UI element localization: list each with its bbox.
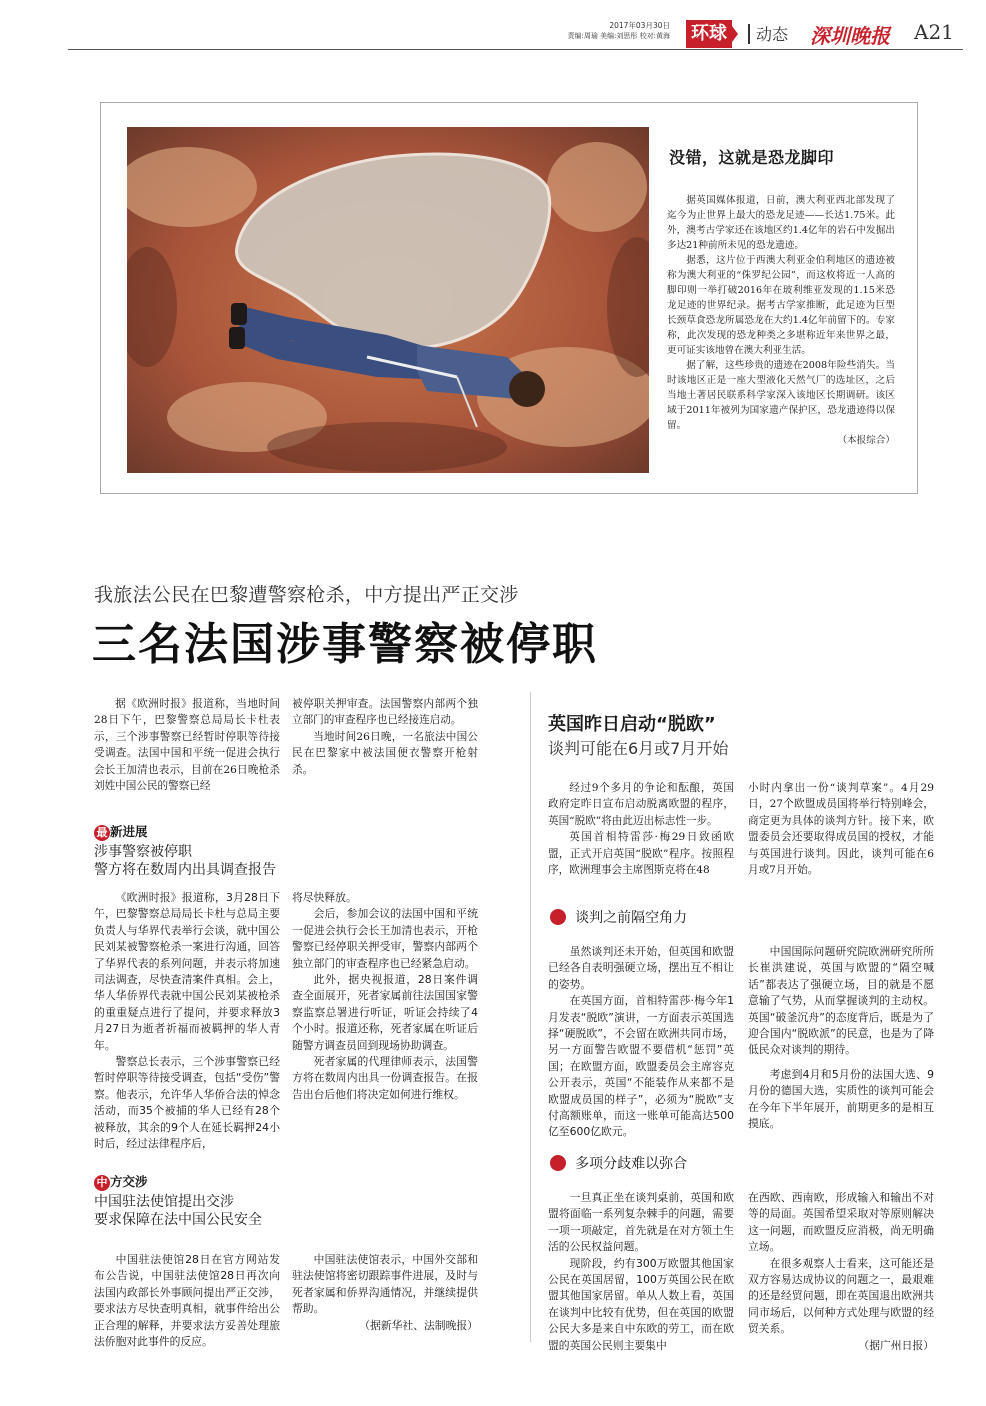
sec-china-col1 [94,1252,280,1350]
masthead [0,0,986,52]
brexit-lead-p2: 英国首相特雷莎·梅29日致函欧盟，正式开启英国“脱欧”程序。按照程序，欧洲理事会主席图斯克将在48 [548,831,734,877]
main-kicker: 我旅法公民在巴黎遭警察枪杀，中方提出严正交涉 [94,584,519,606]
sec-latest-label-text: 新进展 [110,824,148,839]
sec-latest-header [94,822,394,879]
brexit-sec1-col2 [748,944,934,1132]
brexit-sec1-title: 谈判之前隔空角力 [575,909,688,926]
sec-latest-p3: 将尽快释放。 [292,891,357,904]
sec-china-header [94,1172,394,1229]
brexit-sec1-p4: 考虑到4月和5月份的法国大选、9月份的德国大选，实质性的谈判可能会在今年下半年展开，前期更多的是相互摸底。 [748,1067,934,1131]
brexit-lead-p3: 小时内拿出一份“谈判草案”。4月29日，27个欧盟成员国将举行特别峰会，商定更为具体的谈判方针。接下来，欧盟委员会还要取得成员国的授权，才能与英国进行谈判。因此，谈判可能在6月或7月开始。 [748,782,934,877]
brexit-sec2-header [550,1152,687,1173]
dino-photo [127,127,649,473]
main-headline: 三名法国涉事警察被停职 [92,619,598,670]
sec-latest-sub2: 警方将在数周内出具调查报告 [94,861,276,878]
main-lead-paragraph-1: 据《欧洲时报》报道称，当地时间28日下午，巴黎警察总局局长卡杜表示，三个涉事警察已经暂时停职等待接受调查。法国中国和平统一促进会执行会长王加清也表示，目前在26日晚枪杀刘姓中国公民的警察已经 [94,698,280,793]
brexit-lead-col1 [548,780,734,878]
page-number: A21 [914,20,954,44]
sec-china-sub2: 要求保障在法中国公民安全 [94,1211,262,1228]
brexit-sec2-p3: 在西欧、西南欧，形成输入和输出不对等的局面。英国希望采取对等原则解决这一问题，而欧盟反应消极，尚无明确立场。 [748,1191,934,1254]
boot-right [229,327,245,349]
boot-left [231,303,247,325]
brexit-lead-col2 [748,780,934,878]
sec-latest-p4: 会后，参加会议的法国中国和平统一促进会执行会长王加清也表示，开枪警察已经停职关押受审，警察内部两个独立部门的审查程序也已经紧急启动。 [292,907,478,970]
dino-paragraph-1: 据英国媒体报道，日前，澳大利亚西北部发现了迄今为止世界上最大的恐龙足迹——长达1.75米。此外，澳考古学家还在该地区约1.4亿年的岩石中发掘出多达21种前所未见的恐龙遗迹。 [667,195,895,251]
sec-china-sub1: 中国驻法使馆提出交涉 [94,1193,234,1210]
brexit-sec2-col1 [548,1190,734,1354]
main-lead-paragraph-2: 被停职关押审查。法国警察内部两个独立部门的审查程序也已经接连启动。 [292,698,478,727]
sec-china-label-text: 方交涉 [110,1174,148,1189]
paper-logo: 深圳晚报 [810,24,890,48]
sec-latest-p2: 警察总长表示，三个涉事警察已经暂时停职等待接受调查，包括“受伤”警察。他表示，允许华人华侨合法的悼念活动，而35个被捕的华人已经有28个被释放，其余的9个人在延长羁押24小时后，经过法律程序后， [94,1055,280,1151]
brexit-column-rule [530,692,531,1342]
main-lead-col2 [292,696,478,778]
sec-china-bullet: 中 [94,1175,110,1191]
brexit-title: 英国昨日启动“脱欧” [548,714,716,735]
sec-china-p2: 中国驻法使馆表示，中国外交部和驻法使馆将密切跟踪事件进展，及时与死者家属和侨界沟通情况，并继续提供帮助。 [292,1253,478,1316]
subsection-label: 动态 [756,25,789,44]
dino-story-box [100,102,918,494]
section-arrow [732,26,738,42]
sec-latest-col2 [292,890,478,1103]
sec-china-p1: 中国驻法使馆28日在官方网站发布公告说，中国驻法使馆28日再次向法国内政部长外事顾问提出严正交涉，要求法方尽快查明真相，就事件给出公正合理的解释，并要求法方妥善处理旅法侨胞对此事件的反应。 [94,1253,280,1349]
footprint-photo-graphic [127,127,649,473]
brexit-sec2-bullet [550,1155,566,1171]
dino-credit: （本报综合） [837,435,895,446]
section-tag: 环球 [686,20,732,48]
brexit-sec2-p1: 一旦真正坐在谈判桌前，英国和欧盟将面临一系列复杂棘手的问题，需要一项一项敲定，首先就是在对方领土生活的公民权益问题。 [548,1191,734,1254]
sec-latest-p6: 死者家属的代理律师表示，法国警方将在数周内出具一份调查报告。在报告出台后他们将决定如何进行维权。 [292,1055,478,1101]
sec-latest-p5: 此外，据央视报道，28日案件调查全面展开，死者家属前往法国国家警察监察总署进行听证，听证会持续了4个小时。报道还称，死者家属在听证后随警方调查员回到现场协助调查。 [292,973,478,1052]
brexit-sec1-p3: 中国国际问题研究院欧洲研究所所长崔洪建说，英国与欧盟的“隔空喊话”都表达了强硬立场，目的就是不愿意输了气势，从而掌握谈判的主动权。英国“破釜沉舟”的态度背后，既是为了迎合国内“脱欧派”的民意，也是为了降低民众对谈判的期待。 [748,945,934,1057]
brexit-sec1-header [550,906,687,927]
sec-china-col2 [292,1252,478,1334]
sec-latest-col1 [94,890,280,1153]
brexit-sec1-bullet [550,909,566,925]
sec-latest-p1: 《欧洲时报》报道称，3月28日下午，巴黎警察总局局长卡杜与总局主要负责人与华界代表举行会谈，就中国公民刘某被警察枪杀一案进行沟通，回答了华界代表的系列问题，并表示将加速司法调查，尽快查清案件真相。会上，华人华侨界代表就中国公民刘某被枪杀的重重疑点进行了提问，并要求释放3月27日为逝者祈福而被羁押的华人青年。 [94,891,280,1052]
masthead-divider [748,24,750,44]
brexit-subtitle: 谈判可能在6月或7月开始 [548,739,729,758]
brexit-sec2-p2: 现阶段，约有300万欧盟其他国家公民在英国居留，100万英国公民在欧盟其他国家居留。单从人数上看，英国在谈判中比较有优势，但在英国的欧盟公民大多是来自中东欧的劳工，而在欧盟的英国公民则主要集中 [548,1256,734,1352]
dino-paragraph-3: 据了解，这些珍贵的遗迹在2008年险些消失。当时该地区正是一座大型液化天然气厂的选址区，之后当地土著居民联系科学家深入该地区长期调研。该区域于2011年被列为国家遗产保护区，恐龙遗迹得以保留。 [667,360,895,431]
sec-china-label [94,1172,394,1191]
masthead-rule [68,49,963,50]
brexit-sec1-p2: 在英国方面，首相特雷莎·梅今年1月发表“脱欧”演讲，一方面表示英国选择“硬脱欧”，不会留在欧洲共同市场，另一方面警告欧盟不要借机“惩罚”英国；在欧盟方面，欧盟委员会主席容克公开表示，英国“不能装作从来都不是欧盟成员国的样子”，必须为“脱欧”支付高额账单，而这一账单可能高达500亿至600亿欧元。 [548,994,734,1139]
brexit-sec2-credit: （据广州日报） [858,1338,934,1352]
dino-body [667,193,895,448]
brexit-sec2-col2 [748,1190,934,1354]
editor-credits: 责编:周瑜 美编:刘思彤 校对:黄海 [567,32,670,40]
brexit-sec2-p4: 在很多观察人士看来，这可能还是双方容易达成协议的问题之一，最艰难的还是经贸问题，即在英国退出欧洲共同市场后，以何种方式处理与欧盟的经贸关系。 [748,1256,934,1336]
sec-latest-sub1: 涉事警察被停职 [94,843,192,860]
brexit-sec1-p1: 虽然谈判还未开始，但英国和欧盟已经各自表明强硬立场，摆出互不相让的姿势。 [548,945,734,991]
dino-title: 没错，这就是恐龙脚印 [669,148,835,167]
sec-latest-bullet: 最 [94,825,110,841]
dino-paragraph-2: 据悉，这片位于西澳大利亚金伯利地区的遗迹被称为澳大利亚的“侏罗纪公园”，而这枚将近一人高的脚印则一举打破2016年在玻利维亚发现的1.15米恐龙足迹的世界纪录。据考古学家推断，此足迹为巨型长颈草食恐龙所属恐龙在大约1.4亿年前留下的。专家称，此次发现的恐龙种类之多堪称近年来世界之最，更可证实该地曾在澳大利亚生活。 [667,255,895,356]
head [509,371,545,407]
brexit-sec1-col1 [548,944,734,1141]
brexit-lead-p1: 经过9个多月的争论和酝酿，英国政府定昨日宣布启动脱离欧盟的程序，英国“脱欧”将由此迈出标志性一步。 [548,782,734,827]
issue-date: 2017年03月30日 [609,21,670,30]
sec-latest-label [94,822,394,841]
sec-china-credit: （据新华社、法制晚报） [359,1318,478,1332]
main-lead-paragraph-3: 当地时间26日晚，一名旅法中国公民在巴黎家中被法国便衣警察开枪射杀。 [292,730,478,776]
brexit-sec2-title: 多项分歧难以弥合 [575,1155,688,1172]
main-lead-col1 [94,696,280,794]
